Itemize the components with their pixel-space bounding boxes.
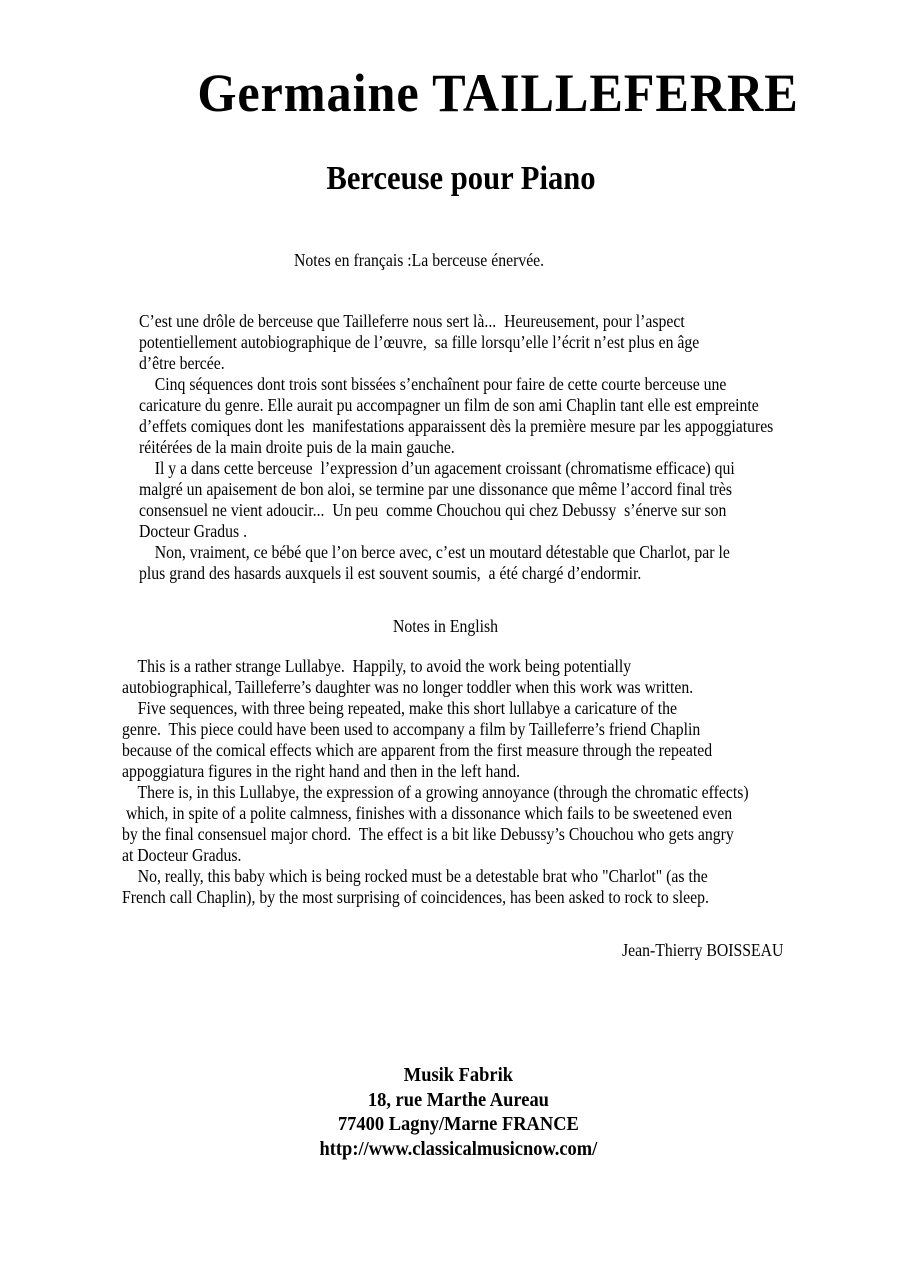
author-signature: Jean-Thierry BOISSEAU — [622, 940, 784, 960]
english-line: This is a rather strange Lullabye. Happily, to avoid the work being potentially — [122, 656, 632, 676]
french-line: réitérées de la main droite puis de la main gauche. — [139, 437, 455, 457]
english-line: Five sequences, with three being repeated, make this short lullabye a caricature of the — [122, 698, 677, 718]
french-line: plus grand des hasards auxquels il est souvent soumis, a été chargé d’endormir. — [139, 563, 642, 583]
english-line: because of the comical effects which are apparent from the first measure through the repeated — [122, 740, 713, 760]
french-line: potentiellement autobiographique de l’œuvre, sa fille lorsqu’elle l’écrit n’est plus en âge — [139, 332, 700, 352]
publisher-city: 77400 Lagny/Marne FRANCE — [337, 1113, 579, 1135]
french-line: Cinq séquences dont trois sont bissées s’enchaînent pour faire de cette courte berceuse une — [139, 374, 727, 394]
english-notes-body — [122, 656, 749, 908]
publisher-name: Musik Fabrik — [403, 1064, 513, 1086]
english-line: by the final consensuel major chord. The effect is a bit like Debussy’s Chouchou who gets angry — [122, 824, 734, 844]
french-line: d’effets comiques dont les manifestations apparaissent dès la première mesure par les appoggiatures — [139, 416, 774, 436]
work-title: Berceuse pour Piano — [326, 160, 596, 197]
publisher-block — [0, 1063, 900, 1161]
french-notes-heading: Notes en français :La berceuse énervée. — [294, 250, 545, 270]
french-line: caricature du genre. Elle aurait pu accompagner un film de son ami Chaplin tant elle est empreinte — [139, 395, 759, 415]
french-line: consensuel ne vient adoucir... Un peu comme Chouchou qui chez Debussy s’énerve sur son — [139, 500, 727, 520]
french-line: Il y a dans cette berceuse l’expression d’un agacement croissant (chromatisme efficace) qui — [139, 458, 735, 478]
publisher-url[interactable]: http://www.classicalmusicnow.com/ — [319, 1137, 598, 1160]
english-line: which, in spite of a polite calmness, finishes with a dissonance which fails to be sweetened even — [122, 803, 733, 823]
english-line: No, really, this baby which is being rocked must be a detestable brat who "Charlot" (as the — [122, 866, 708, 886]
french-line: C’est une drôle de berceuse que Tailleferre nous sert là... Heureusement, pour l’aspect — [139, 311, 685, 331]
publisher-street: 18, rue Marthe Aureau — [367, 1088, 549, 1111]
english-line: genre. This piece could have been used to accompany a film by Tailleferre’s friend Chaplin — [122, 719, 701, 739]
english-line: at Docteur Gradus. — [122, 845, 242, 865]
french-notes-body — [139, 311, 773, 584]
english-line: appoggiatura figures in the right hand and then in the left hand. — [122, 761, 521, 781]
english-notes-heading: Notes in English — [393, 616, 499, 636]
french-line: malgré un apaisement de bon aloi, se termine par une dissonance que même l’accord final très — [139, 479, 733, 499]
english-line: French call Chaplin), by the most surprising of coincidences, has been asked to rock to sleep. — [122, 887, 709, 907]
english-line: There is, in this Lullabye, the expression of a growing annoyance (through the chromatic effects) — [122, 782, 749, 802]
french-line: Docteur Gradus . — [139, 521, 248, 541]
english-line: autobiographical, Tailleferre’s daughter was no longer toddler when this work was written. — [122, 677, 694, 697]
french-line: d’être bercée. — [139, 353, 225, 373]
composer-title: Germaine TAILLEFERRE — [197, 63, 799, 123]
french-line: Non, vraiment, ce bébé que l’on berce avec, c’est un moutard détestable que Charlot, par le — [139, 542, 730, 562]
